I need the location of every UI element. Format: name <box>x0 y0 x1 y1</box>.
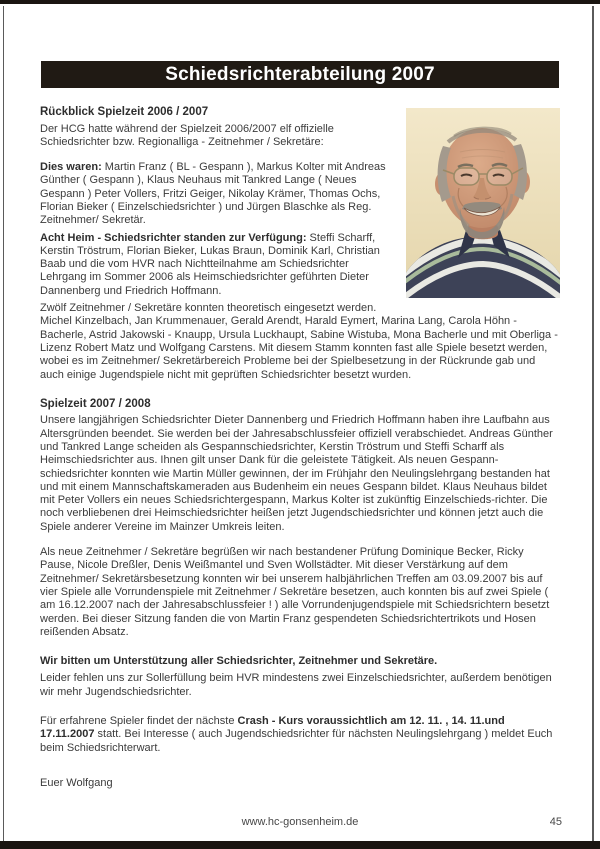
page-bottom-rule <box>0 841 600 849</box>
home-referees-lead: Acht Heim - Schiedsrichter standen zur Verfügung: <box>40 231 307 244</box>
section1-heading: Rückblick Spielzeit 2006 / 2007 <box>40 106 209 118</box>
crash-course-dates: Crash - Kurs voraussichtlich am 12. 11. , 14. 11.und 17.11.2007 <box>40 714 505 741</box>
page-right-border <box>592 6 594 841</box>
section2-heading: Spielzeit 2007 / 2008 <box>40 397 151 410</box>
paragraph-signoff: Euer Wolfgang <box>40 776 113 789</box>
paragraph-crash-course: Für erfahrene Spieler findet der nächste Crash - Kurs voraussichtlich am 12. 11. , 14. 11.und 17.11.2007 statt. Bei Interesse ( auch Jugendschiedsrichter für nächsten Neulingslehrgang ) meldet Euch beim Schiedsrichterwart. <box>40 714 553 754</box>
paragraph-appeal: Wir bitten um Unterstützung aller Schiedsrichter, Zeitnehmer und Sekretäre. <box>40 655 438 668</box>
footer-page-number: 45 <box>549 816 562 828</box>
paragraph-shortage: Leider fehlen uns zur Sollerfüllung beim HVR mindestens zwei Einzelschiedsrichter, außerdem benötigen wir mehr Jugendschiedsrichter. <box>40 672 552 698</box>
paragraph-changes: Unsere langjährigen Schiedsrichter Dieter Dannenberg und Friedrich Hoffmann haben ihre Laufbahn aus Altersgründen beendet. Sie werden bei der Jahresabschlussfeier offiziell verabschiedet. Andreas Günther und Tankred Lange scheiden als Gespannschiedsrichter, Kerstin Tröstrum und Steffi Scharff als Heimschiedsrichter aus. Ihnen gilt unser Dank für die geleistete Tätigkeit. Als neuen Gespann-schiedsrichter konnten wie Martin Müller gewinnen, der im Frühjahr den Neulingslehrgang bestanden hat und mit einem Mannschaftskameraden aus Budenheim ein neues Gespann bildet. Klaus Neuhaus bildet mit Peter Vollers ein neues Schiedsrichtergespann, Markus Kolter ist zukünftig Einzelschieds-richter. Die noch verbliebenen drei Heimschiedsrichter heißen jetzt Jugendschiedsrichter und können jetzt auch die Spiele anderer Vereine im Mainzer Umkreis leiten. <box>40 414 553 533</box>
paragraph-new-timekeepers: Als neue Zeitnehmer / Sekretäre begrüßen wir nach bestandener Prüfung Dominique Becker, Ricky Pause, Nicole Dreßler, Denis Weißmantel und Sven Wollstädter. Mit dieser Verstärkung auf dem Zeitnehmer/ Sekretärsbesetzung konnten wir bei unserem halbjährlichen Treffen am 03.09.2007 bis auf vier Spiele alle Vorrundenspiele mit Zeitnehmer / Sekretäre besetzen, auch konnten bis auf zwei Spiele ( am 16.12.2007 nach der Jahresabschlussfeier ! ) alle Vorrundenjugendspiele mit Schiedsrichtern besetzt werden. Bei dieser Sitzung fanden die von Martin Franz gespendeten Schiedsrichtertrikots und Hosen reißenden Absatz. <box>40 546 550 638</box>
paragraph-home-referees: Acht Heim - Schiedsrichter standen zur Verfügung: Steffi Scharff, Kerstin Tröstrum, Florian Bieker, Lukas Braun, Dominik Karl, Christian Baab und die vom HVR nach Nichtteilnahme am Schiedsrichter Lehrgang im Sommer 2006 als Heimschiedsrichter geführten Dieter Dannenberg und Friedrich Hoffmann. <box>40 231 380 297</box>
paragraph-intro: Der HCG hatte während der Spielzeit 2006/2007 elf offizielle Schiedsrichter bzw. Regionalliga - Zeitnehmer / Sekretäre: <box>40 122 334 148</box>
article-body <box>40 106 560 794</box>
page-top-rule <box>0 0 600 4</box>
referee-photo <box>406 108 560 298</box>
paragraph-timekeepers: Zwölf Zeitnehmer / Sekretäre konnten theoretisch eingesetzt werden. Michel Kinzelbach, Jan Krummenauer, Gerald Arendt, Harald Eymert, Marina Lang, Carola Höhn - Bacherle, Astrid Jakowski - Knaupp, Ursula Luckhaupt, Sabine Wistuba, Mona Bacherle und mit Oberliga - Lizenz Robert Matz und Wolfgang Carstens. Mit diesem Stamm konnten fast alle Spiele besetzt werden, wobei es im Zeitnehmer/ Sekretärbereich Probleme bei der Spielbesetzung in der Rückrunde gab und auch einige Jugendspiele nicht mit geprüften Schiedsrichter besetzt wurden. <box>40 302 558 381</box>
referees-lead: Dies waren: <box>40 161 102 174</box>
section-header-banner <box>41 61 559 88</box>
footer-website: www.hc-gonsenheim.de <box>241 816 359 828</box>
referee-photo-graphic <box>406 108 560 298</box>
page-left-border <box>3 6 4 841</box>
paragraph-referees: Dies waren: Martin Franz ( BL - Gespann ), Markus Kolter mit Andreas Günther ( Gespann ), Klaus Neuhaus mit Tankred Lange ( Neues Gespann ) Peter Vollers, Fritzi Geiger, Nikolay Krämer, Thomas Ochs, Florian Bieker ( Einzelschiedsrichter ) und Jürgen Blaschke als Reg. Zeitnehmer/ Sekretär. <box>40 161 386 227</box>
page-title: Schiedsrichterabteilung 2007 <box>165 64 435 85</box>
